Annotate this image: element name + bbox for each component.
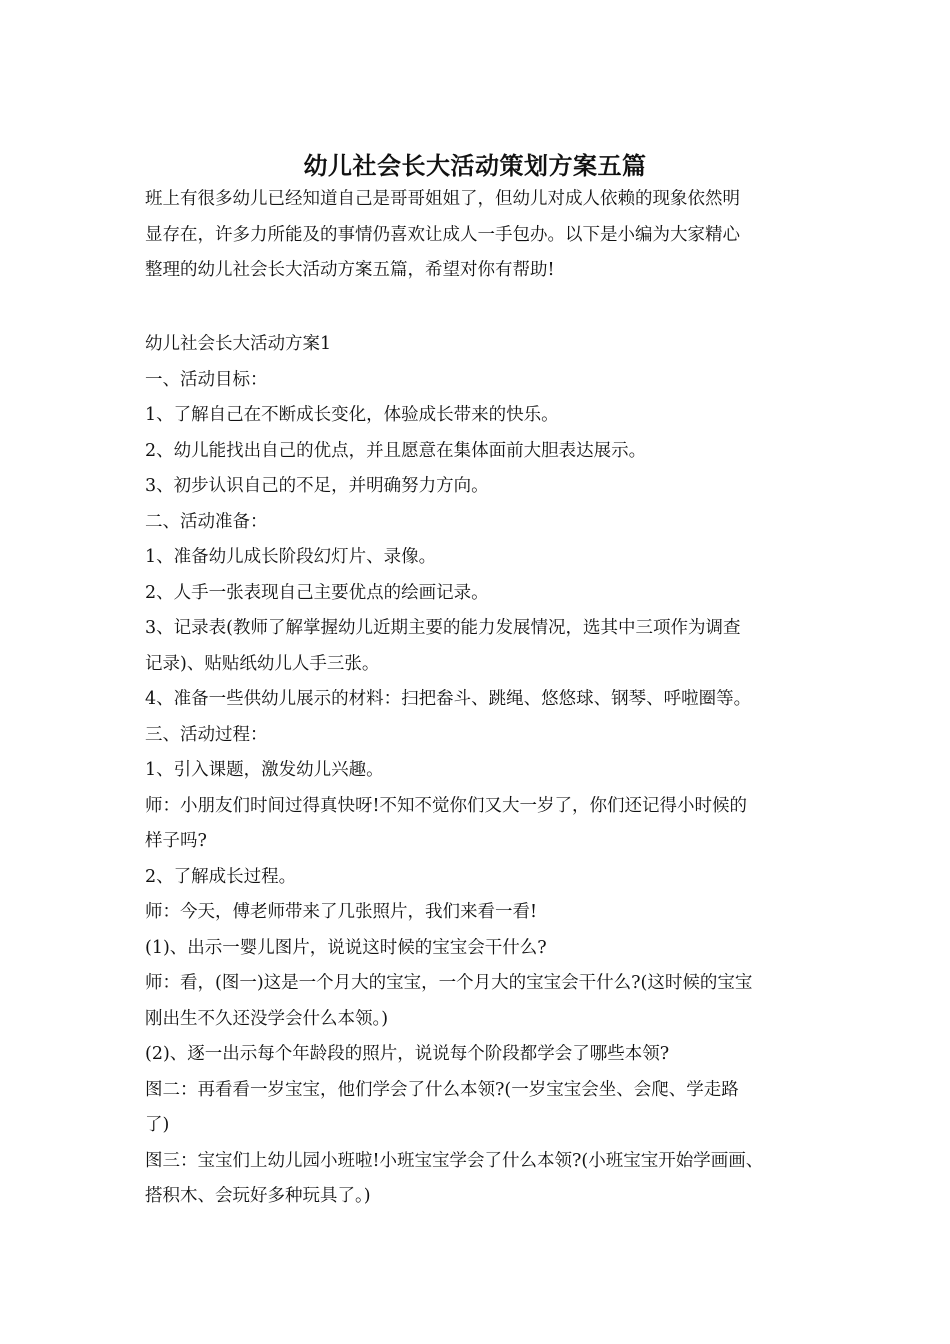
intro-line: 显存在，许多力所能及的事情仍喜欢让成人一手包办。以下是小编为大家精心 [145, 224, 740, 245]
subsection-heading: 一、活动目标： [145, 369, 268, 390]
body-line: 样子吗? [145, 831, 207, 851]
intro-line: 班上有很多幼儿已经知道自己是哥哥姐姐了，但幼儿对成人依赖的现象依然明 [145, 189, 740, 209]
body-line: 师：今天，傅老师带来了几张照片，我们来看一看! [145, 902, 538, 922]
body-line: (1)、出示一婴儿图片，说说这时候的宝宝会干什么? [145, 937, 547, 958]
body-line: 图二：再看看一岁宝宝，他们学会了什么本领?(一岁宝宝会坐、会爬、学走路 [145, 1079, 739, 1100]
body-line: 1、了解自己在不断成长变化，体验成长带来的快乐。 [145, 405, 559, 425]
body-line: 2、人手一张表现自己主要优点的绘画记录。 [145, 582, 489, 603]
body-line: (2)、逐一出示每个年龄段的照片，说说每个阶段都学会了哪些本领? [145, 1044, 670, 1064]
body-line: 4、准备一些供幼儿展示的材料：扫把畚斗、跳绳、悠悠球、钢琴、呼啦圈等。 [145, 689, 752, 709]
body-line: 搭积木、会玩好多种玩具了。) [145, 1186, 371, 1206]
subsection-heading: 二、活动准备： [145, 511, 268, 532]
body-line: 记录)、贴贴纸幼儿人手三张。 [145, 653, 380, 674]
body-line: 3、记录表(教师了解掌握幼儿近期主要的能力发展情况，选其中三项作为调查 [145, 618, 741, 638]
body-line: 了) [145, 1115, 170, 1135]
subsection-heading: 三、活动过程： [145, 724, 268, 745]
body-line: 3、初步认识自己的不足，并明确努力方向。 [145, 476, 489, 496]
body-line: 图三：宝宝们上幼儿园小班啦!小班宝宝学会了什么本领?(小班宝宝开始学画画、 [145, 1150, 764, 1171]
body-line: 1、准备幼儿成长阶段幻灯片、录像。 [145, 547, 437, 567]
body-line: 2、了解成长过程。 [145, 866, 297, 887]
body-line: 刚出生不久还没学会什么本领。) [145, 1008, 389, 1029]
body-line: 师：看，(图一)这是一个月大的宝宝，一个月大的宝宝会干什么?(这时候的宝宝 [145, 973, 753, 993]
body-line: 1、引入课题，激发幼儿兴趣。 [145, 760, 384, 780]
intro-paragraph [145, 182, 815, 289]
document-title: 幼儿社会长大活动策划方案五篇 [303, 151, 647, 181]
section-heading: 幼儿社会长大活动方案1 [145, 334, 332, 354]
intro-line: 整理的幼儿社会长大活动方案五篇，希望对你有帮助! [145, 260, 555, 280]
document-body [145, 327, 825, 1215]
body-line: 师：小朋友们时间过得真快呀!不知不觉你们又大一岁了，你们还记得小时候的 [145, 795, 748, 816]
body-line: 2、幼儿能找出自己的优点，并且愿意在集体面前大胆表达展示。 [145, 440, 647, 461]
